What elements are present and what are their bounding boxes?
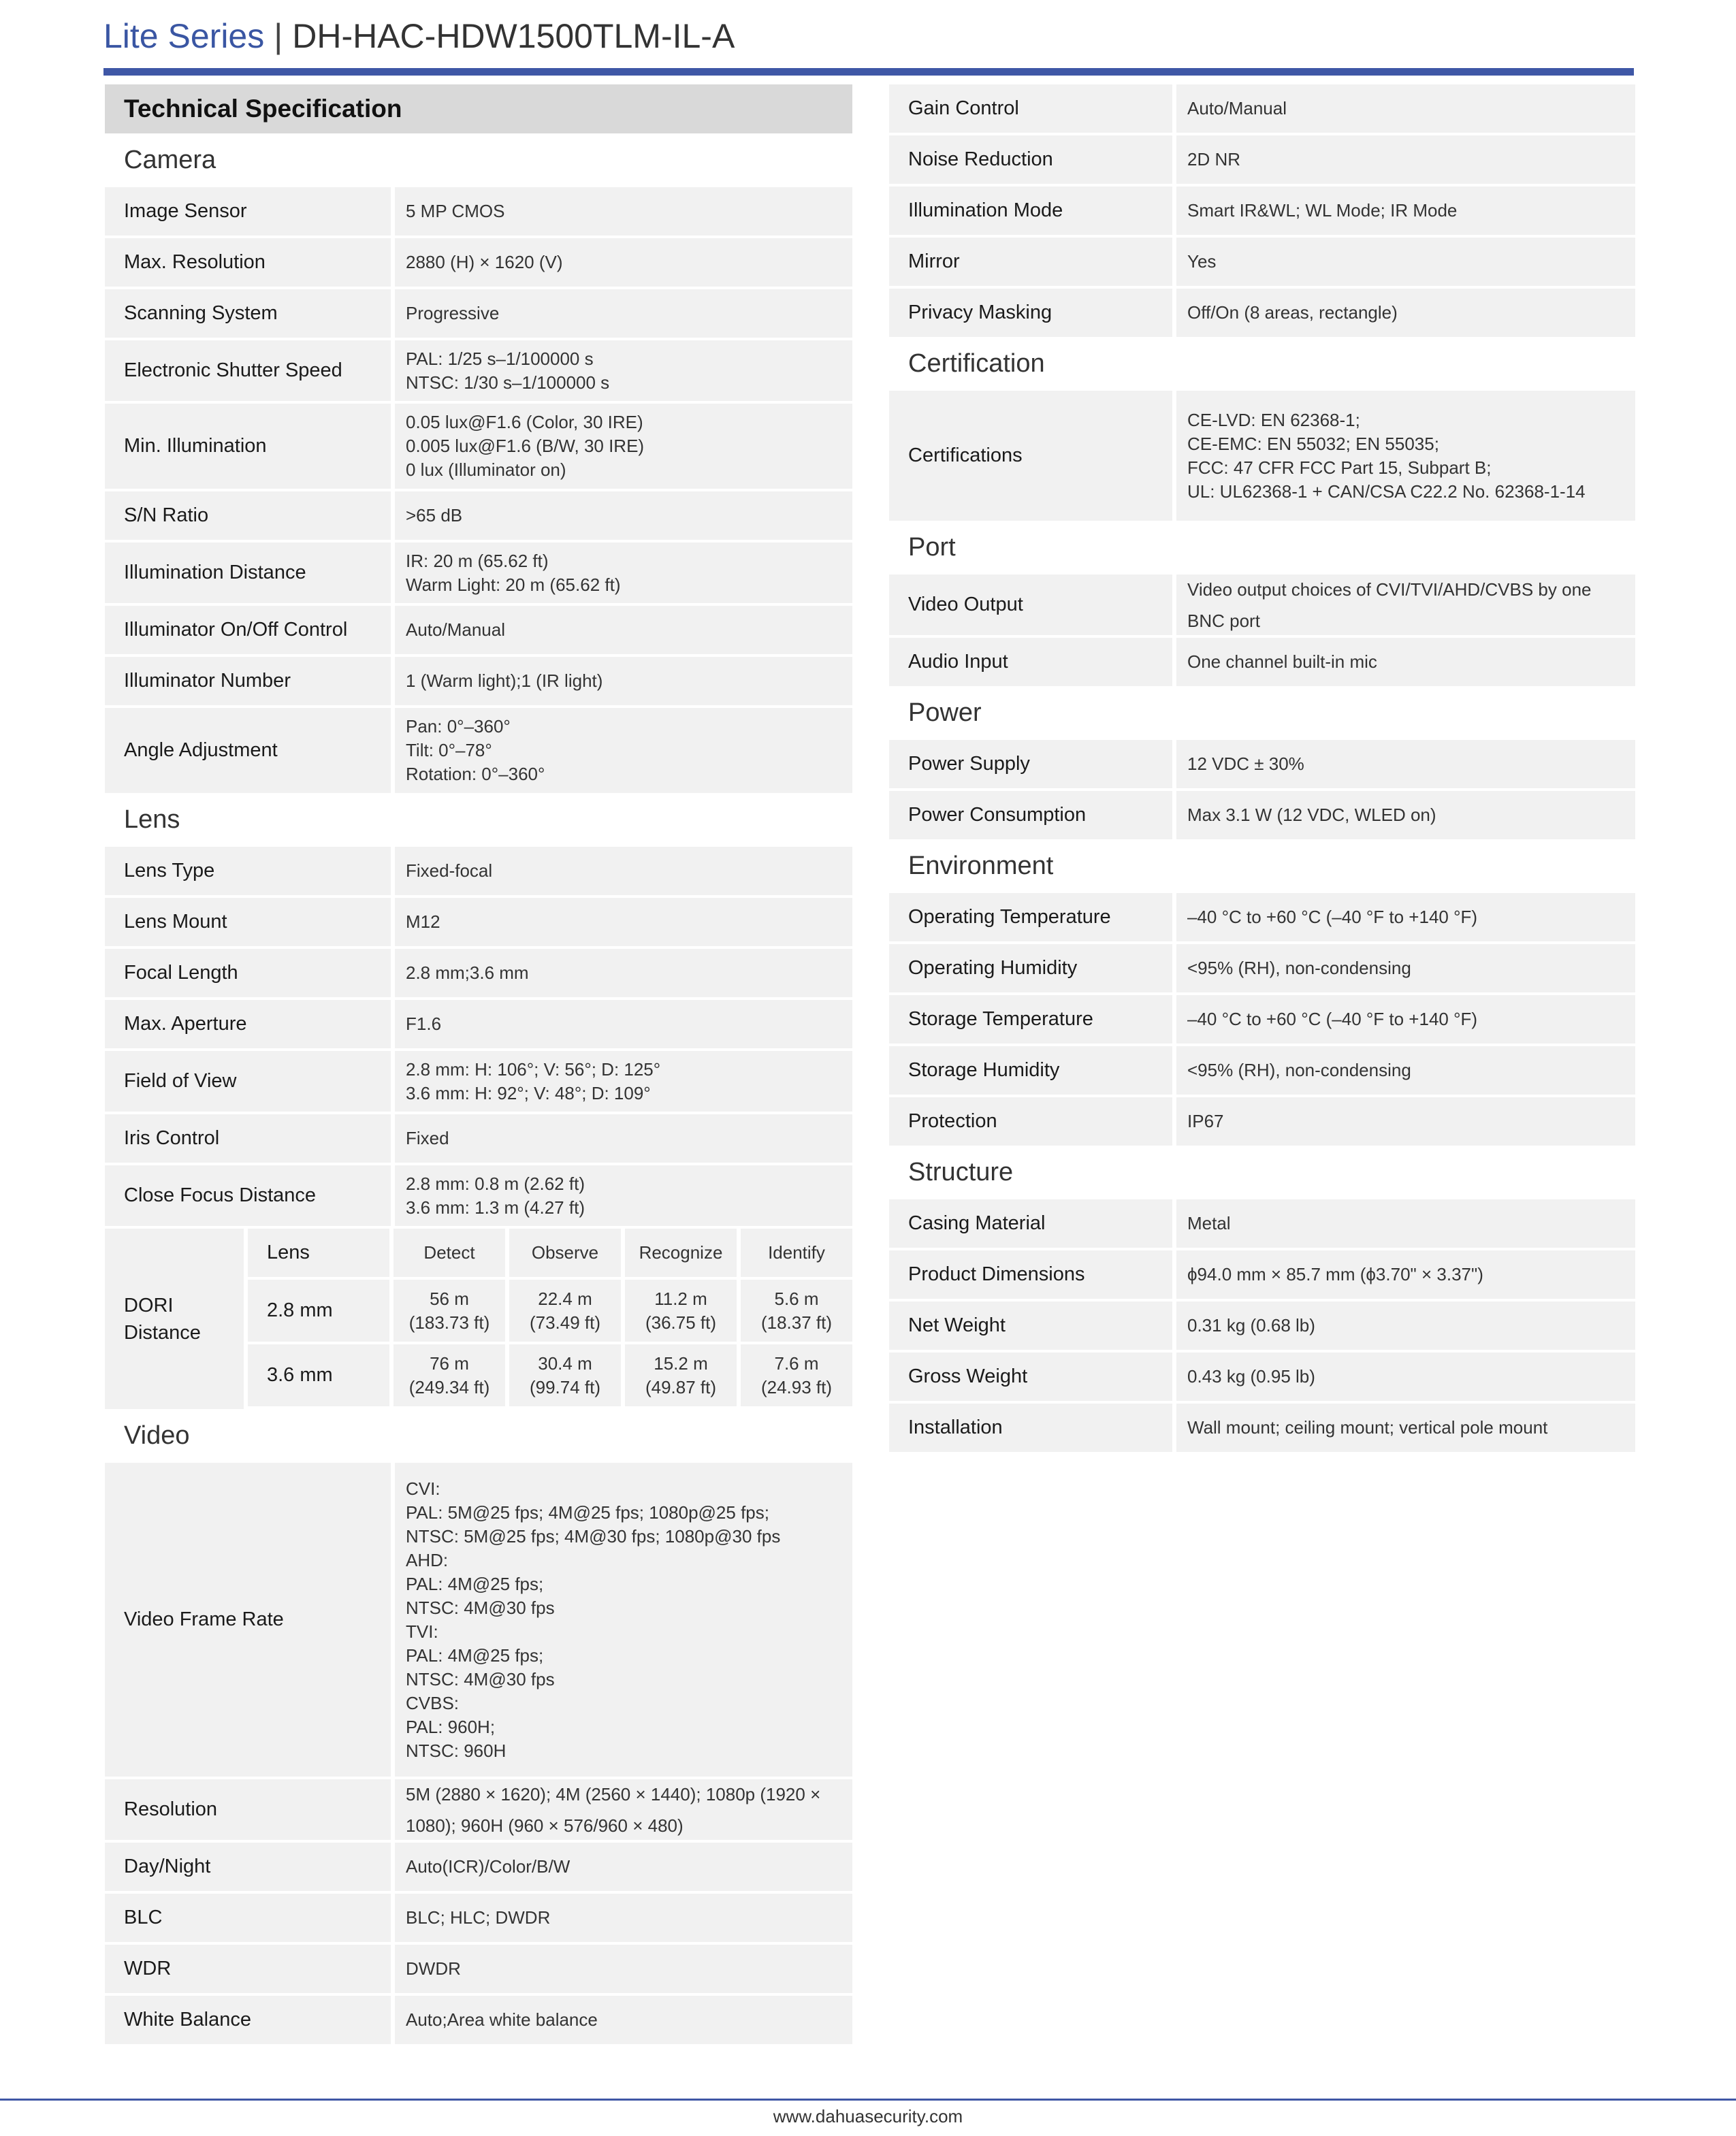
spec-value bbox=[395, 1894, 852, 1942]
spec-label: Iris Control bbox=[105, 1114, 391, 1163]
dori-header-observe: Observe bbox=[509, 1229, 621, 1277]
spec-label: Gain Control bbox=[889, 84, 1172, 133]
spec-value-line: <95% (RH), non-condensing bbox=[1187, 1060, 1411, 1080]
spec-row-power-consumption bbox=[889, 791, 1635, 839]
spec-value-line: Video output choices of CVI/TVI/AHD/CVBS by one BNC port bbox=[1187, 579, 1592, 631]
dori-feet: (24.93 ft) bbox=[760, 1376, 833, 1397]
spec-row-illumination-mode bbox=[889, 187, 1635, 235]
spec-value bbox=[395, 708, 852, 793]
dori-label-line: Distance bbox=[124, 1321, 201, 1344]
dori-feet: (73.49 ft) bbox=[529, 1312, 601, 1333]
spec-value-line: NTSC: 5M@25 fps; 4M@30 fps; 1080p@30 fps bbox=[406, 1525, 781, 1547]
spec-value-line: 0 lux (Illuminator on) bbox=[406, 459, 566, 480]
spec-value bbox=[1176, 289, 1635, 337]
dori-cell bbox=[393, 1344, 505, 1406]
spec-value-line: CVBS: bbox=[406, 1692, 460, 1713]
spec-label: Video Frame Rate bbox=[105, 1463, 391, 1777]
spec-row-day-night bbox=[105, 1843, 852, 1891]
spec-row-max-aperture bbox=[105, 1000, 852, 1048]
spec-row-operating-temperature bbox=[889, 893, 1635, 941]
dori-meters: 22.4 m bbox=[538, 1288, 592, 1309]
spec-row-privacy-masking bbox=[889, 289, 1635, 337]
spec-value-line: 12 VDC ± 30% bbox=[1187, 754, 1304, 774]
spec-value-line: >65 dB bbox=[406, 505, 463, 525]
spec-value bbox=[395, 606, 852, 654]
environment-rows bbox=[889, 893, 1635, 1146]
spec-value-line: PAL: 5M@25 fps; 4M@25 fps; 1080p@25 fps; bbox=[406, 1502, 769, 1523]
dori-grid bbox=[248, 1229, 852, 1409]
spec-label: Scanning System bbox=[105, 289, 391, 338]
spec-value-line: Fixed bbox=[406, 1128, 449, 1148]
spec-label: Illumination Mode bbox=[889, 187, 1172, 235]
spec-row-lens-mount bbox=[105, 898, 852, 946]
spec-row-image-sensor bbox=[105, 187, 852, 236]
spec-value-line: NTSC: 4M@30 fps bbox=[406, 1597, 555, 1618]
dori-table bbox=[105, 1229, 852, 1409]
spec-value bbox=[1176, 944, 1635, 992]
spec-value-line: 0.05 lux@F1.6 (Color, 30 IRE) bbox=[406, 412, 643, 432]
spec-value bbox=[1176, 1097, 1635, 1146]
dori-cell bbox=[741, 1344, 852, 1406]
spec-value-line: F1.6 bbox=[406, 1014, 442, 1034]
spec-row-protection bbox=[889, 1097, 1635, 1146]
spec-row-lens-type bbox=[105, 847, 852, 895]
spec-value-line: Progressive bbox=[406, 303, 500, 323]
spec-label: Focal Length bbox=[105, 949, 391, 997]
spec-value bbox=[395, 187, 852, 236]
spec-value-line: Max 3.1 W (12 VDC, WLED on) bbox=[1187, 805, 1436, 825]
spec-value-line: 2880 (H) × 1620 (V) bbox=[406, 252, 563, 272]
dori-feet: (49.87 ft) bbox=[645, 1376, 717, 1397]
spec-label: Operating Humidity bbox=[889, 944, 1172, 992]
spec-value bbox=[395, 238, 852, 287]
spec-value bbox=[1176, 1404, 1635, 1452]
spec-label: Mirror bbox=[889, 238, 1172, 286]
spec-value-line: –40 °C to +60 °C (–40 °F to +140 °F) bbox=[1187, 907, 1478, 927]
dori-cell bbox=[625, 1344, 737, 1406]
spec-row-close-focus-distance bbox=[105, 1165, 852, 1226]
certification-rows bbox=[889, 391, 1635, 521]
spec-value bbox=[1176, 238, 1635, 286]
spec-value bbox=[1176, 135, 1635, 184]
spec-value-line: TVI: bbox=[406, 1621, 438, 1642]
spec-row-focal-length bbox=[105, 949, 852, 997]
spec-value-line: BLC; HLC; DWDR bbox=[406, 1907, 551, 1928]
spec-label: Electronic Shutter Speed bbox=[105, 340, 391, 401]
spec-value-line: IR: 20 m (65.62 ft) bbox=[406, 550, 549, 571]
dori-meters: 7.6 m bbox=[774, 1353, 819, 1374]
spec-value bbox=[395, 949, 852, 997]
dori-meters: 5.6 m bbox=[774, 1288, 819, 1309]
dori-meters: 76 m bbox=[430, 1353, 469, 1374]
spec-label: Operating Temperature bbox=[889, 893, 1172, 941]
dori-cell bbox=[509, 1344, 621, 1406]
spec-value bbox=[1176, 791, 1635, 839]
spec-label: WDR bbox=[105, 1945, 391, 1993]
dori-cell bbox=[509, 1280, 621, 1342]
spec-value bbox=[395, 657, 852, 705]
dori-header-identify: Identify bbox=[741, 1229, 852, 1277]
spec-value bbox=[1176, 1250, 1635, 1299]
lens-rows bbox=[105, 847, 852, 1226]
spec-value bbox=[1176, 1353, 1635, 1401]
spec-row-min-illumination bbox=[105, 404, 852, 489]
dori-header-detect: Detect bbox=[393, 1229, 505, 1277]
spec-title: Technical Specification bbox=[105, 84, 852, 133]
page-header bbox=[103, 12, 735, 60]
spec-value-line: UL: UL62368-1 + CAN/CSA C22.2 No. 62368-1-14 bbox=[1187, 481, 1586, 502]
spec-value-line: Wall mount; ceiling mount; vertical pole mount bbox=[1187, 1417, 1548, 1438]
spec-value-line: 0.43 kg (0.95 lb) bbox=[1187, 1366, 1315, 1387]
spec-value-line: 3.6 mm: H: 92°; V: 48°; D: 109° bbox=[406, 1082, 651, 1103]
spec-row-net-weight bbox=[889, 1301, 1635, 1350]
spec-value-line: Fixed-focal bbox=[406, 860, 493, 881]
dori-feet: (99.74 ft) bbox=[529, 1376, 601, 1397]
spec-label: Privacy Masking bbox=[889, 289, 1172, 337]
spec-value-line: PAL: 1/25 s–1/100000 s bbox=[406, 348, 594, 369]
dori-meters: 56 m bbox=[430, 1288, 469, 1309]
spec-value-line: PAL: 4M@25 fps; bbox=[406, 1645, 544, 1666]
camera-rows bbox=[105, 187, 852, 793]
spec-value-line: 2.8 mm;3.6 mm bbox=[406, 962, 529, 983]
spec-label: Power Supply bbox=[889, 740, 1172, 788]
dori-feet: (183.73 ft) bbox=[408, 1312, 490, 1333]
spec-value bbox=[1176, 638, 1635, 686]
spec-label: Gross Weight bbox=[889, 1353, 1172, 1401]
spec-label: Image Sensor bbox=[105, 187, 391, 236]
spec-label: Lens Mount bbox=[105, 898, 391, 946]
dori-header-recognize: Recognize bbox=[625, 1229, 737, 1277]
footer-divider bbox=[0, 2099, 1736, 2101]
spec-value-line: FCC: 47 CFR FCC Part 15, Subpart B; bbox=[1187, 457, 1492, 478]
spec-value-line: –40 °C to +60 °C (–40 °F to +140 °F) bbox=[1187, 1009, 1478, 1029]
spec-value bbox=[1176, 84, 1635, 133]
spec-value bbox=[1176, 1046, 1635, 1095]
spec-value-line: IP67 bbox=[1187, 1111, 1224, 1131]
spec-value bbox=[1176, 575, 1635, 635]
spec-row-illuminator-number bbox=[105, 657, 852, 705]
spec-value-line: Metal bbox=[1187, 1213, 1231, 1233]
spec-row-video-output bbox=[889, 575, 1635, 635]
spec-value bbox=[395, 898, 852, 946]
video-rows bbox=[105, 1463, 852, 2044]
dori-cell bbox=[393, 1280, 505, 1342]
spec-value-line: Tilt: 0°–78° bbox=[406, 740, 492, 760]
spec-label: Min. Illumination bbox=[105, 404, 391, 489]
spec-value bbox=[1176, 391, 1635, 521]
spec-value bbox=[395, 1165, 852, 1226]
dori-feet: (249.34 ft) bbox=[408, 1376, 490, 1397]
spec-row-illumination-distance bbox=[105, 543, 852, 603]
spec-value-line: <95% (RH), non-condensing bbox=[1187, 958, 1411, 978]
spec-value-line: Pan: 0°–360° bbox=[406, 716, 511, 737]
spec-label: Installation bbox=[889, 1404, 1172, 1452]
spec-value-line: NTSC: 4M@30 fps bbox=[406, 1668, 555, 1689]
spec-value-line: Auto/Manual bbox=[1187, 98, 1287, 118]
spec-label: Storage Temperature bbox=[889, 995, 1172, 1043]
spec-row-video-frame-rate bbox=[105, 1463, 852, 1777]
dori-meters: 30.4 m bbox=[538, 1353, 592, 1374]
spec-value bbox=[395, 491, 852, 540]
spec-label: Resolution bbox=[105, 1779, 391, 1840]
spec-value bbox=[395, 1996, 852, 2044]
right-column bbox=[889, 84, 1635, 1455]
spec-value-line: One channel built-in mic bbox=[1187, 651, 1377, 672]
spec-row-wdr bbox=[105, 1945, 852, 1993]
section-structure: Structure bbox=[908, 1158, 1014, 1186]
spec-value bbox=[1176, 187, 1635, 235]
spec-row-iris-control bbox=[105, 1114, 852, 1163]
spec-label: Day/Night bbox=[105, 1843, 391, 1891]
spec-value-line: 3.6 mm: 1.3 m (4.27 ft) bbox=[406, 1197, 585, 1218]
dori-label bbox=[105, 1229, 244, 1409]
spec-value-line: Smart IR&WL; WL Mode; IR Mode bbox=[1187, 200, 1458, 221]
section-environment: Environment bbox=[908, 852, 1054, 880]
spec-value-line: Yes bbox=[1187, 251, 1217, 272]
spec-row-casing-material bbox=[889, 1199, 1635, 1248]
spec-value-line: M12 bbox=[406, 911, 440, 932]
left-column bbox=[105, 84, 852, 2047]
spec-value-line: Warm Light: 20 m (65.62 ft) bbox=[406, 574, 621, 595]
section-video: Video bbox=[124, 1421, 190, 1450]
spec-row-product-dimensions bbox=[889, 1250, 1635, 1299]
spec-row-mirror bbox=[889, 238, 1635, 286]
spec-label: Noise Reduction bbox=[889, 135, 1172, 184]
spec-row-resolution bbox=[105, 1779, 852, 1840]
spec-label: Product Dimensions bbox=[889, 1250, 1172, 1299]
spec-row-gain-control bbox=[889, 84, 1635, 133]
spec-label: Certifications bbox=[889, 391, 1172, 521]
spec-row-white-balance bbox=[105, 1996, 852, 2044]
spec-value bbox=[395, 289, 852, 338]
dori-row bbox=[248, 1344, 852, 1406]
spec-value-line: 2.8 mm: 0.8 m (2.62 ft) bbox=[406, 1173, 585, 1194]
spec-label: Max. Aperture bbox=[105, 1000, 391, 1048]
section-certification: Certification bbox=[908, 349, 1045, 378]
spec-value bbox=[1176, 995, 1635, 1043]
header-divider bbox=[103, 68, 1634, 76]
spec-value-line: 5M (2880 × 1620); 4M (2560 × 1440); 1080p (1920 × 1080); 960H (960 × 576/960 × 480) bbox=[406, 1783, 821, 1836]
spec-value-line: NTSC: 960H bbox=[406, 1740, 507, 1761]
power-rows bbox=[889, 740, 1635, 839]
spec-label: Video Output bbox=[889, 575, 1172, 635]
spec-value-line: 2.8 mm: H: 106°; V: 56°; D: 125° bbox=[406, 1058, 661, 1080]
spec-value-line: PAL: 4M@25 fps; bbox=[406, 1573, 544, 1594]
spec-value-line: Auto;Area white balance bbox=[406, 2009, 598, 2030]
spec-value-line: 0.31 kg (0.68 lb) bbox=[1187, 1315, 1315, 1336]
spec-value bbox=[395, 543, 852, 603]
spec-value bbox=[395, 404, 852, 489]
spec-row-illuminator-on-off-control bbox=[105, 606, 852, 654]
spec-label: Illuminator On/Off Control bbox=[105, 606, 391, 654]
spec-label: Power Consumption bbox=[889, 791, 1172, 839]
spec-label: BLC bbox=[105, 1894, 391, 1942]
spec-value bbox=[395, 1000, 852, 1048]
spec-label: Audio Input bbox=[889, 638, 1172, 686]
spec-label: Illumination Distance bbox=[105, 543, 391, 603]
dori-cell bbox=[741, 1280, 852, 1342]
spec-label: Illuminator Number bbox=[105, 657, 391, 705]
dori-row bbox=[248, 1280, 852, 1342]
dori-label-line: DORI bbox=[124, 1294, 174, 1316]
spec-row-field-of-view bbox=[105, 1051, 852, 1112]
spec-label: Field of View bbox=[105, 1051, 391, 1112]
series-name: Lite Series bbox=[103, 17, 265, 55]
spec-value-line: 2D NR bbox=[1187, 149, 1241, 169]
spec-label: White Balance bbox=[105, 1996, 391, 2044]
spec-value-line: ϕ94.0 mm × 85.7 mm (ϕ3.70" × 3.37") bbox=[1187, 1264, 1483, 1284]
spec-value bbox=[395, 1114, 852, 1163]
spec-value-line: Off/On (8 areas, rectangle) bbox=[1187, 302, 1398, 323]
spec-value-line: CE-EMC: EN 55032; EN 55035; bbox=[1187, 433, 1439, 454]
spec-value bbox=[1176, 1301, 1635, 1350]
spec-value bbox=[395, 847, 852, 895]
spec-value bbox=[1176, 740, 1635, 788]
spec-value-line: DWDR bbox=[406, 1958, 461, 1979]
spec-value bbox=[395, 1945, 852, 1993]
spec-label: Max. Resolution bbox=[105, 238, 391, 287]
spec-label: Lens Type bbox=[105, 847, 391, 895]
dori-feet: (36.75 ft) bbox=[645, 1312, 717, 1333]
spec-row-s-n-ratio bbox=[105, 491, 852, 540]
spec-value-line: 0.005 lux@F1.6 (B/W, 30 IRE) bbox=[406, 436, 645, 456]
spec-value-line: PAL: 960H; bbox=[406, 1716, 496, 1737]
spec-value bbox=[395, 1779, 852, 1840]
dori-header-row bbox=[248, 1229, 852, 1277]
spec-value-line: AHD: bbox=[406, 1549, 449, 1570]
header-separator: | bbox=[274, 17, 283, 55]
section-power: Power bbox=[908, 698, 982, 727]
section-lens: Lens bbox=[124, 805, 180, 834]
spec-value bbox=[395, 340, 852, 401]
dori-meters: 15.2 m bbox=[654, 1353, 708, 1374]
spec-row-storage-humidity bbox=[889, 1046, 1635, 1095]
dori-lens: 2.8 mm bbox=[248, 1280, 389, 1342]
footer-url: www.dahuasecurity.com bbox=[773, 2106, 963, 2126]
spec-value bbox=[1176, 1199, 1635, 1248]
spec-row-power-supply bbox=[889, 740, 1635, 788]
spec-label: Protection bbox=[889, 1097, 1172, 1146]
spec-label: Casing Material bbox=[889, 1199, 1172, 1248]
spec-value-line: Rotation: 0°–360° bbox=[406, 764, 545, 784]
video-rows-continued bbox=[889, 84, 1635, 337]
dori-meters: 11.2 m bbox=[654, 1288, 707, 1309]
spec-row-operating-humidity bbox=[889, 944, 1635, 992]
spec-label: Angle Adjustment bbox=[105, 708, 391, 793]
spec-label: Close Focus Distance bbox=[105, 1165, 391, 1226]
spec-value bbox=[1176, 893, 1635, 941]
spec-row-angle-adjustment bbox=[105, 708, 852, 793]
spec-value-line: 5 MP CMOS bbox=[406, 201, 505, 221]
spec-row-audio-input bbox=[889, 638, 1635, 686]
dori-header-lens: Lens bbox=[248, 1229, 389, 1277]
structure-rows bbox=[889, 1199, 1635, 1452]
spec-value-line: CVI: bbox=[406, 1478, 440, 1499]
port-rows bbox=[889, 575, 1635, 686]
spec-row-electronic-shutter-speed bbox=[105, 340, 852, 401]
spec-value bbox=[395, 1463, 852, 1777]
spec-row-installation bbox=[889, 1404, 1635, 1452]
spec-label: Net Weight bbox=[889, 1301, 1172, 1350]
spec-row-blc bbox=[105, 1894, 852, 1942]
spec-row-noise-reduction bbox=[889, 135, 1635, 184]
dori-feet: (18.37 ft) bbox=[760, 1312, 833, 1333]
spec-value bbox=[395, 1051, 852, 1112]
spec-value-line: NTSC: 1/30 s–1/100000 s bbox=[406, 372, 610, 393]
spec-value-line: Auto/Manual bbox=[406, 619, 505, 640]
spec-row-gross-weight bbox=[889, 1353, 1635, 1401]
spec-row-certifications bbox=[889, 391, 1635, 521]
dori-lens: 3.6 mm bbox=[248, 1344, 389, 1406]
spec-row-storage-temperature bbox=[889, 995, 1635, 1043]
spec-row-max-resolution bbox=[105, 238, 852, 287]
spec-value-line: 1 (Warm light);1 (IR light) bbox=[406, 670, 603, 691]
spec-value-line: CE-LVD: EN 62368-1; bbox=[1187, 409, 1360, 430]
spec-value-line: Auto(ICR)/Color/B/W bbox=[406, 1856, 570, 1877]
spec-row-scanning-system bbox=[105, 289, 852, 338]
spec-value bbox=[395, 1843, 852, 1891]
section-camera: Camera bbox=[124, 146, 216, 174]
dori-cell bbox=[625, 1280, 737, 1342]
model-name: DH-HAC-HDW1500TLM-IL-A bbox=[292, 17, 735, 55]
spec-label: S/N Ratio bbox=[105, 491, 391, 540]
spec-label: Storage Humidity bbox=[889, 1046, 1172, 1095]
section-port: Port bbox=[908, 533, 956, 562]
